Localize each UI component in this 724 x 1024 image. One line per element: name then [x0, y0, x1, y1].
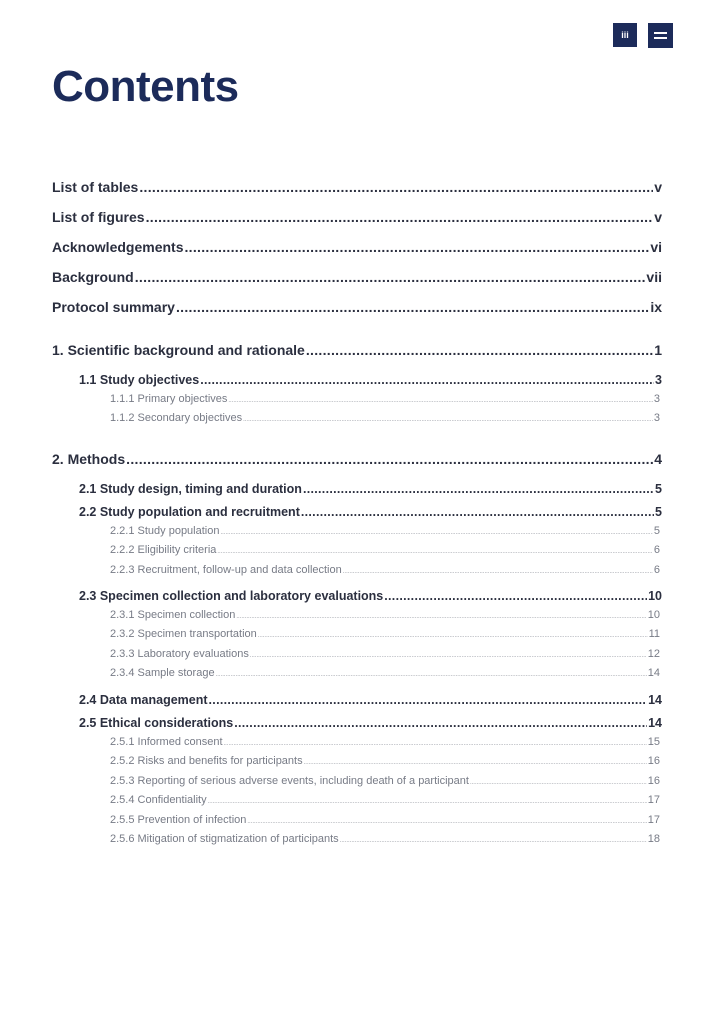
toc-label: 2.3.4 Sample storage	[110, 667, 215, 679]
toc-page: 3	[653, 393, 660, 405]
toc-label: 2.2.3 Recruitment, follow-up and data collection	[110, 564, 342, 576]
toc-entry-list-of-tables[interactable]	[52, 179, 662, 195]
toc-entry-section-2-5-1[interactable]	[110, 736, 660, 748]
toc-label: Acknowledgements	[52, 239, 184, 255]
toc-label: 2.3.1 Specimen collection	[110, 609, 236, 621]
toc-entry-section-2[interactable]	[52, 451, 662, 467]
toc-entry-section-1[interactable]	[52, 342, 662, 358]
toc-label: 2. Methods	[52, 451, 126, 467]
toc-page: 5	[653, 525, 660, 537]
toc-label: List of tables	[52, 179, 139, 195]
toc-leader	[217, 549, 653, 555]
toc-leader	[236, 614, 646, 620]
toc-leader	[303, 482, 654, 496]
toc-page: 16	[647, 775, 660, 787]
toc-leader	[247, 819, 646, 825]
toc-page: 5	[655, 505, 662, 519]
toc-label: 2.3.2 Specimen transportation	[110, 628, 257, 640]
toc-page: 1	[654, 342, 662, 358]
toc-page: 17	[647, 794, 660, 806]
toc-page: 14	[648, 693, 662, 707]
toc-label: 2.5 Ethical considerations	[79, 716, 234, 730]
toc-label: 2.3.3 Laboratory evaluations	[110, 648, 249, 660]
toc-page: 4	[654, 451, 662, 467]
toc-leader	[126, 451, 653, 467]
toc-entry-background[interactable]	[52, 269, 662, 285]
toc-leader	[470, 780, 647, 786]
toc-page: 15	[647, 736, 660, 748]
toc-leader	[301, 505, 654, 519]
toc-entry-section-2-3-2[interactable]	[110, 628, 660, 640]
toc-page: vii	[646, 269, 662, 285]
toc-leader	[228, 398, 652, 404]
toc-entry-section-2-5-5[interactable]	[110, 814, 660, 826]
toc-page: vi	[650, 239, 662, 255]
toc-label: 2.5.1 Informed consent	[110, 736, 223, 748]
toc-label: 1.1.2 Secondary objectives	[110, 412, 243, 424]
toc-leader	[139, 179, 653, 195]
toc-leader	[220, 530, 652, 536]
toc-leader	[200, 373, 654, 387]
toc-entry-section-2-3[interactable]	[79, 589, 662, 603]
toc-entry-section-2-5-6[interactable]	[110, 833, 660, 845]
toc-label: 2.5.3 Reporting of serious adverse events, including death of a participant	[110, 775, 469, 787]
toc-leader	[343, 569, 653, 575]
toc-label: 2.2.2 Eligibility criteria	[110, 544, 217, 556]
toc-entry-section-2-4[interactable]	[79, 693, 662, 707]
toc-leader	[306, 342, 653, 358]
toc-label: 2.5.5 Prevention of infection	[110, 814, 247, 826]
toc-label: 1.1.1 Primary objectives	[110, 393, 228, 405]
toc-entry-section-2-2[interactable]	[79, 505, 662, 519]
toc-leader	[224, 741, 647, 747]
toc-leader	[258, 633, 648, 639]
toc-leader	[135, 269, 646, 285]
toc-page: 5	[655, 482, 662, 496]
toc-label: 2.2 Study population and recruitment	[79, 505, 300, 519]
toc-page: 12	[647, 648, 660, 660]
toc-leader	[234, 716, 647, 730]
toc-leader	[216, 672, 647, 678]
toc-label: 2.4 Data management	[79, 693, 208, 707]
toc-leader	[176, 299, 649, 315]
toc-label: Background	[52, 269, 134, 285]
toc-entry-section-2-2-3[interactable]	[110, 564, 660, 576]
toc-leader	[250, 653, 647, 659]
toc-entry-section-2-3-4[interactable]	[110, 667, 660, 679]
toc-page: v	[654, 209, 662, 225]
toc-label: 2.5.2 Risks and benefits for participants	[110, 755, 303, 767]
toc-leader	[209, 693, 648, 707]
toc-entry-section-2-5[interactable]	[79, 716, 662, 730]
toc-page: 3	[655, 373, 662, 387]
toc-page: 6	[653, 564, 660, 576]
toc-entry-section-2-2-2[interactable]	[110, 544, 660, 556]
toc-page: 11	[648, 628, 660, 640]
toc-page: v	[654, 179, 662, 195]
toc-label: List of figures	[52, 209, 145, 225]
toc-leader	[184, 239, 649, 255]
toc-entry-section-1-1-2[interactable]	[110, 412, 660, 424]
toc-label: 1. Scientific background and rationale	[52, 342, 305, 358]
toc-page: 16	[647, 755, 660, 767]
toc-leader	[243, 417, 653, 423]
toc-label: 2.5.4 Confidentiality	[110, 794, 207, 806]
toc-entry-section-2-3-1[interactable]	[110, 609, 660, 621]
toc-entry-section-2-5-4[interactable]	[110, 794, 660, 806]
toc-entry-list-of-figures[interactable]	[52, 209, 662, 225]
toc-page: 14	[648, 716, 662, 730]
toc-label: 2.3 Specimen collection and laboratory evaluations	[79, 589, 384, 603]
toc-label: 2.2.1 Study population	[110, 525, 220, 537]
toc-leader	[208, 799, 647, 805]
toc-page: 14	[647, 667, 660, 679]
toc-page: 10	[647, 609, 660, 621]
toc-entry-section-2-3-3[interactable]	[110, 648, 660, 660]
toc-page: 17	[647, 814, 660, 826]
toc-page: 10	[648, 589, 662, 603]
toc-leader	[304, 760, 647, 766]
toc-page: 3	[653, 412, 660, 424]
toc-entry-section-2-5-3[interactable]	[110, 775, 660, 787]
toc-label: 1.1 Study objectives	[79, 373, 200, 387]
toc-leader	[340, 838, 647, 844]
toc-page: 6	[653, 544, 660, 556]
toc-page: 18	[647, 833, 660, 845]
toc-leader	[146, 209, 654, 225]
toc-page: ix	[650, 299, 662, 315]
toc-entry-section-1-1[interactable]	[79, 373, 662, 387]
page-title: Contents	[52, 62, 239, 111]
toc-label: 2.1 Study design, timing and duration	[79, 482, 302, 496]
toc-entry-acknowledgements[interactable]	[52, 239, 662, 255]
toc-entry-section-2-5-2[interactable]	[110, 755, 660, 767]
toc-entry-protocol-summary[interactable]	[52, 299, 662, 315]
toc-label: 2.5.6 Mitigation of stigmatization of participants	[110, 833, 339, 845]
toc-leader	[384, 589, 647, 603]
toc-label: Protocol summary	[52, 299, 175, 315]
toc-entry-section-2-1[interactable]	[79, 482, 662, 496]
toc-entry-section-2-2-1[interactable]	[110, 525, 660, 537]
page-number-badge: iii	[613, 23, 637, 47]
toc-entry-section-1-1-1[interactable]	[110, 393, 660, 405]
